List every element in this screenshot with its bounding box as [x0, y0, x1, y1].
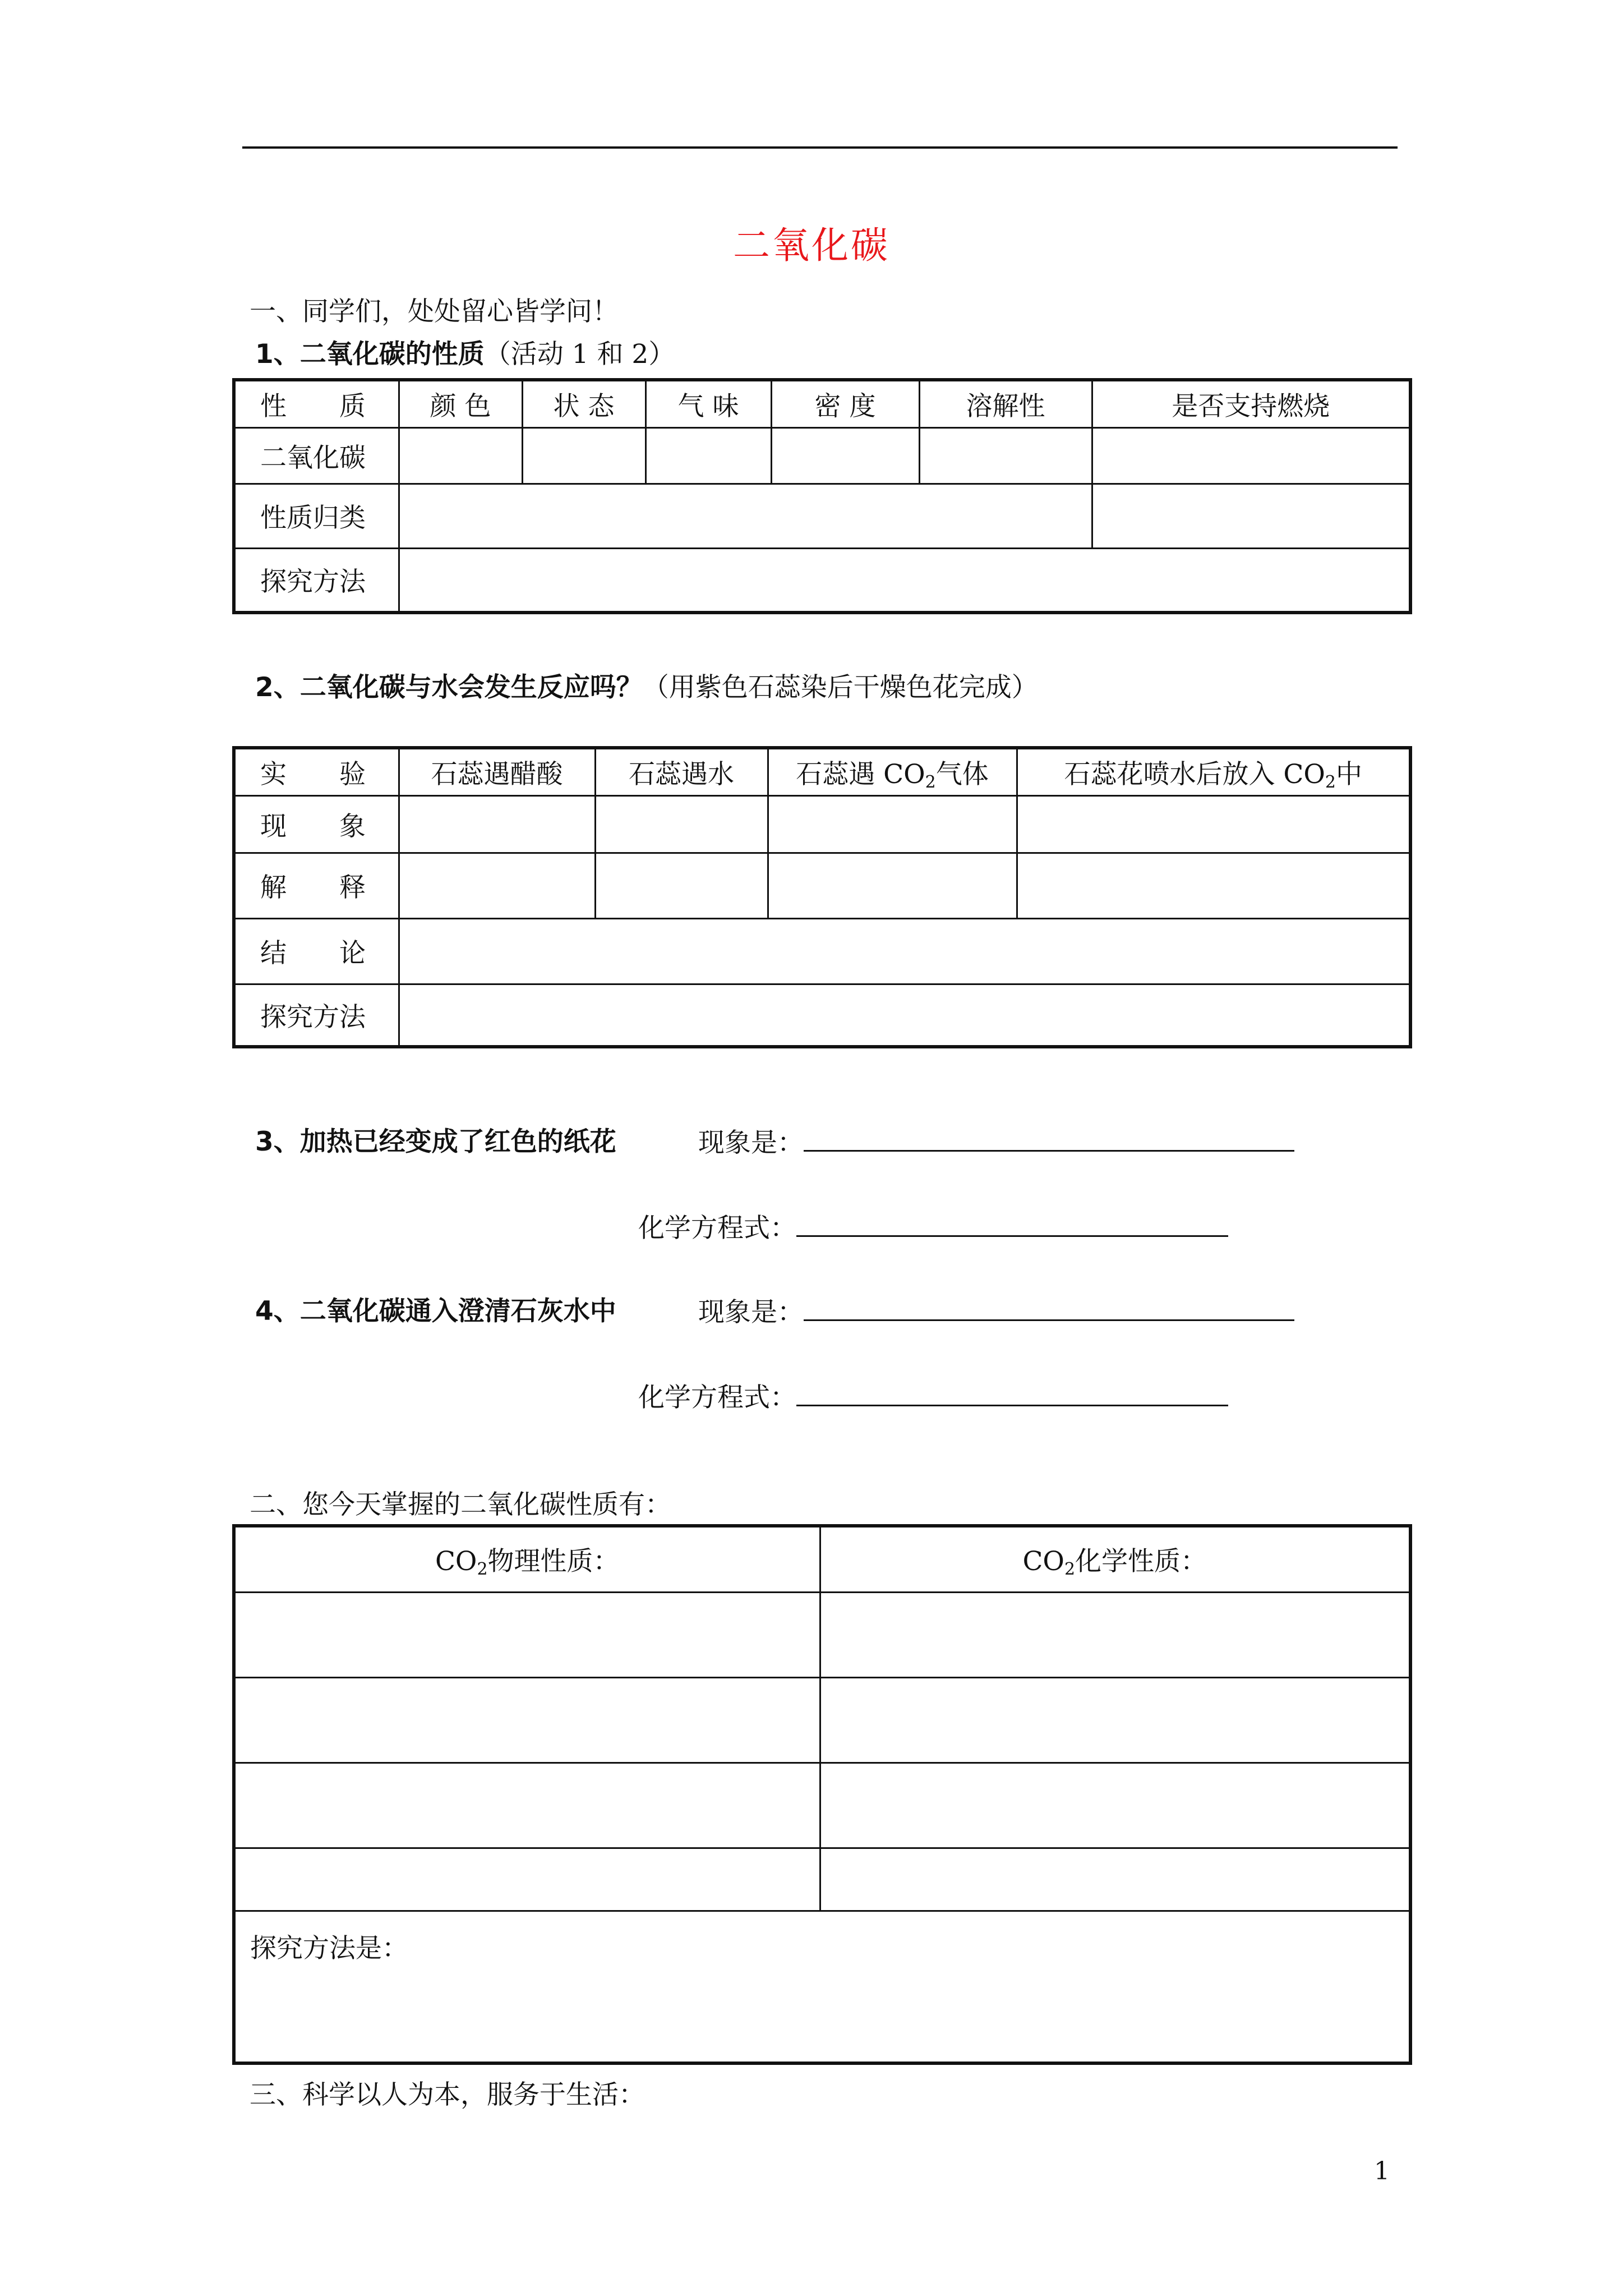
answer-cell[interactable] — [234, 1763, 820, 1848]
q4-label: 二氧化碳通入澄清石灰水中 — [299, 1296, 616, 1327]
header-experiment: 实 验 — [234, 748, 399, 795]
q2-heading — [255, 666, 1038, 704]
q4-phenomenon — [698, 1290, 1294, 1329]
header-co2-gas: 石蕊遇 $CO_2$气体 — [768, 748, 1017, 795]
answer-cell[interactable] — [645, 427, 771, 484]
answer-cell[interactable] — [919, 427, 1092, 484]
answer-cell[interactable] — [1017, 853, 1410, 918]
q3-phenomenon-blank[interactable] — [804, 1121, 1294, 1152]
answer-cell[interactable] — [595, 795, 768, 853]
q3-label: 加热已经变成了红色的纸花 — [299, 1126, 616, 1157]
properties-table — [232, 378, 1412, 614]
answer-cell[interactable] — [399, 918, 1410, 984]
row-label-co2: 二氧化碳 — [234, 427, 399, 484]
answer-cell[interactable] — [399, 484, 1092, 548]
answer-cell[interactable] — [768, 853, 1017, 918]
answer-cell[interactable] — [234, 1848, 820, 1911]
q1-heading — [255, 333, 675, 371]
answer-cell[interactable] — [399, 427, 522, 484]
experiment-table — [232, 746, 1412, 1048]
method-label: 探究方法是： — [250, 1932, 408, 1964]
answer-cell[interactable] — [399, 795, 595, 853]
answer-cell[interactable] — [820, 1592, 1410, 1677]
q3-number: 3、 — [255, 1126, 300, 1157]
row-label-method: 探究方法 — [234, 548, 399, 613]
section2-heading: 二、您今天掌握的二氧化碳性质有： — [250, 1489, 671, 1520]
q2-note: （用紫色石蕊染后干燥色花完成） — [642, 672, 1038, 703]
page-title: 二氧化碳 — [733, 224, 890, 267]
summary-table — [232, 1524, 1412, 2065]
header-rule — [242, 146, 1398, 149]
q4-equation — [638, 1375, 1228, 1414]
header-combustion: 是否支持燃烧 — [1092, 380, 1410, 427]
answer-cell[interactable] — [1092, 484, 1410, 548]
q4-number: 4、 — [255, 1296, 300, 1327]
page-number: 1 — [1374, 2157, 1390, 2185]
answer-cell[interactable] — [522, 427, 645, 484]
q3-equation — [638, 1206, 1228, 1245]
answer-cell[interactable] — [399, 548, 1410, 613]
answer-cell[interactable] — [820, 1677, 1410, 1763]
q3-line — [255, 1121, 616, 1158]
q2-label: 二氧化碳与水会发生反应吗？ — [299, 672, 643, 703]
answer-cell[interactable] — [768, 795, 1017, 853]
header-state: 状 态 — [522, 380, 645, 427]
answer-cell[interactable] — [399, 853, 595, 918]
row-label-conclusion: 结 论 — [234, 918, 399, 984]
q3-phenomenon — [698, 1121, 1294, 1159]
q4-phenomenon-blank[interactable] — [804, 1290, 1294, 1321]
header-solubility: 溶解性 — [919, 380, 1092, 427]
q4-equation-label: 化学方程式： — [638, 1382, 796, 1413]
q3-equation-blank[interactable] — [796, 1206, 1228, 1237]
q1-number: 1、 — [255, 339, 300, 370]
header-color: 颜 色 — [399, 380, 522, 427]
header-physical-properties: $CO_2$物理性质： — [234, 1526, 820, 1592]
header-water: 石蕊遇水 — [595, 748, 768, 795]
answer-cell[interactable] — [595, 853, 768, 918]
q3-phenomenon-label: 现象是： — [698, 1128, 804, 1158]
q4-line — [255, 1290, 616, 1328]
header-chemical-properties: $CO_2$化学性质： — [820, 1526, 1410, 1592]
q3-equation-label: 化学方程式： — [638, 1213, 796, 1244]
header-wet-flower-co2: 石蕊花喷水后放入 $CO_2$中 — [1017, 748, 1410, 795]
header-odor: 气 味 — [645, 380, 771, 427]
method-cell[interactable] — [234, 1911, 1410, 2063]
answer-cell[interactable] — [820, 1763, 1410, 1848]
q4-phenomenon-label: 现象是： — [698, 1297, 804, 1328]
header-vinegar: 石蕊遇醋酸 — [399, 748, 595, 795]
answer-cell[interactable] — [234, 1592, 820, 1677]
q1-note: （活动 1 和 2） — [484, 339, 675, 370]
row-label-phenomenon: 现 象 — [234, 795, 399, 853]
header-property: 性 质 — [234, 380, 399, 427]
q1-label: 二氧化碳的性质 — [299, 339, 485, 370]
q4-equation-blank[interactable] — [796, 1375, 1228, 1406]
row-label-explanation: 解 释 — [234, 853, 399, 918]
q2-number: 2、 — [255, 672, 300, 703]
answer-cell[interactable] — [771, 427, 919, 484]
answer-cell[interactable] — [1017, 795, 1410, 853]
answer-cell[interactable] — [820, 1848, 1410, 1911]
row-label-method: 探究方法 — [234, 984, 399, 1047]
header-density: 密 度 — [771, 380, 919, 427]
answer-cell[interactable] — [399, 984, 1410, 1047]
answer-cell[interactable] — [1092, 427, 1410, 484]
section3-heading: 三、科学以人为本，服务于生活： — [250, 2079, 645, 2110]
section1-heading: 一、同学们，处处留心皆学问！ — [250, 296, 619, 327]
row-label-classification: 性质归类 — [234, 484, 399, 548]
answer-cell[interactable] — [234, 1677, 820, 1763]
